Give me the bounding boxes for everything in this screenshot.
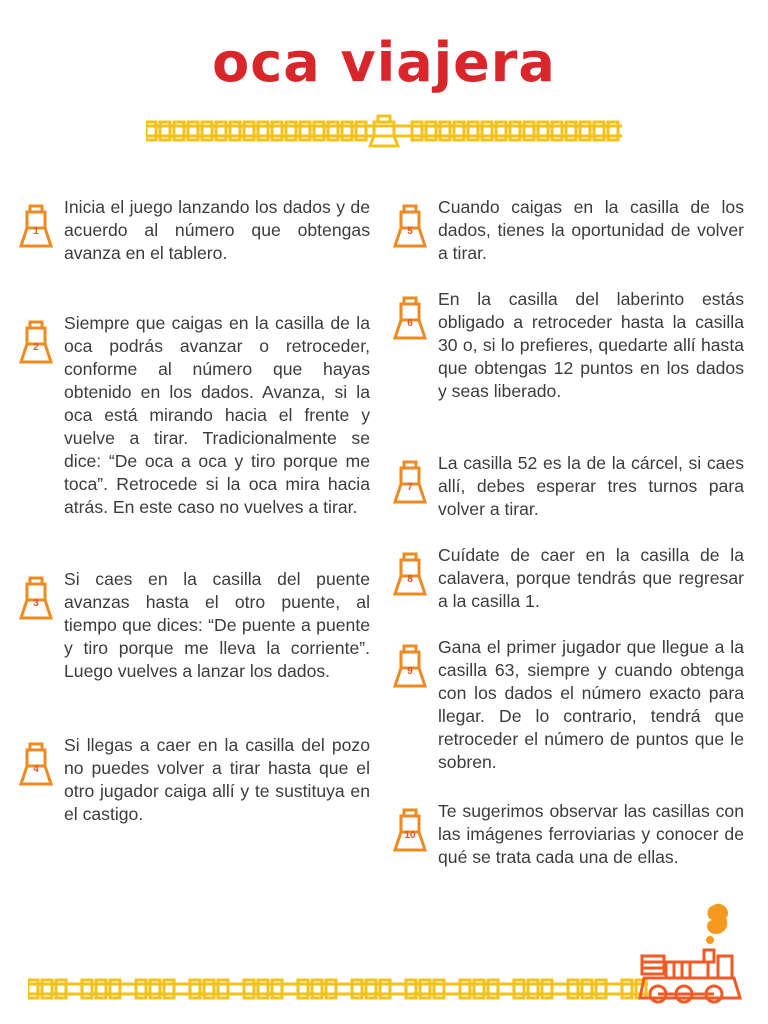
train-front-icon <box>392 552 428 598</box>
rule-number: 1 <box>33 226 39 237</box>
railway-track-top <box>146 114 622 150</box>
train-front-icon <box>18 742 54 788</box>
rule-text: La casilla 52 es la de la cárcel, si caes allí, debes esperar tres turnos para volver a tirar. <box>438 453 744 519</box>
rule-text: Cuando caigas en la casilla de los dados, tienes la oportunidad de volver a tirar. <box>438 197 744 263</box>
rule-number: 8 <box>407 574 413 585</box>
rule-text: Siempre que caigas en la casilla de la oca podrás avanzar o retroceder, conforme al número que hayas obtenido en los dados. Avanza, si la oca está mirando hacia el frente y vuelve a tirar. Tradicionalmente se dice: “De oca a oca y tiro porque me toca”. Retrocede si la oca mira hacia atrás. En este caso no vuelves a tirar. <box>64 313 370 517</box>
rule-text: Cuídate de caer en la casilla de la calavera, porque tendrás que regresar a la casilla 1. <box>438 545 744 611</box>
rule-text: Si llegas a caer en la casilla del pozo no puedes volver a tirar hasta que el otro jugador caiga allí y te sustituya en el castigo. <box>64 735 370 824</box>
train-front-icon <box>18 204 54 250</box>
rule-number: 6 <box>407 318 413 329</box>
train-front-icon <box>392 296 428 342</box>
steam-locomotive-icon <box>636 898 746 1012</box>
rule-number: 10 <box>404 830 416 841</box>
rule-number: 9 <box>407 666 413 677</box>
train-front-icon <box>392 204 428 250</box>
train-front-icon <box>370 116 398 146</box>
railway-track-bottom <box>28 972 648 1006</box>
train-front-icon <box>392 644 428 690</box>
rule-text: En la casilla del laberinto estás obligado a retroceder hasta la casilla 30 o, si lo prefieres, quedarte allí hasta que obtengas 12 puntos en los dados y seas liberado. <box>438 289 744 401</box>
rule-text: Si caes en la casilla del puente avanzas hasta el otro puente, al tiempo que dices: “De puente a puente y tiro porque me lleva la corriente”. Luego vuelves a lanzar los dados. <box>64 569 370 681</box>
rule-text: Te sugerimos observar las casillas con las imágenes ferroviarias y conocer de qué se trata cada una de ellas. <box>438 801 744 867</box>
rule-number: 7 <box>407 482 413 493</box>
rule-number: 2 <box>33 342 39 353</box>
train-front-icon <box>392 808 428 854</box>
rule-number: 3 <box>33 598 39 609</box>
rule-text: Inicia el juego lanzando los dados y de acuerdo al número que obtengas avanza en el tablero. <box>64 197 370 263</box>
train-front-icon <box>392 460 428 506</box>
rule-text: Gana el primer jugador que llegue a la casilla 63, siempre y cuando obtenga con los dados el número exacto para llegar. De lo contrario, tendrá que retroceder el número de puntos que le sobren. <box>438 637 744 772</box>
rule-number: 4 <box>33 764 39 775</box>
train-front-icon <box>18 576 54 622</box>
rule-number: 5 <box>407 226 413 237</box>
train-front-icon <box>18 320 54 366</box>
page-title: oca viajera <box>212 31 556 94</box>
